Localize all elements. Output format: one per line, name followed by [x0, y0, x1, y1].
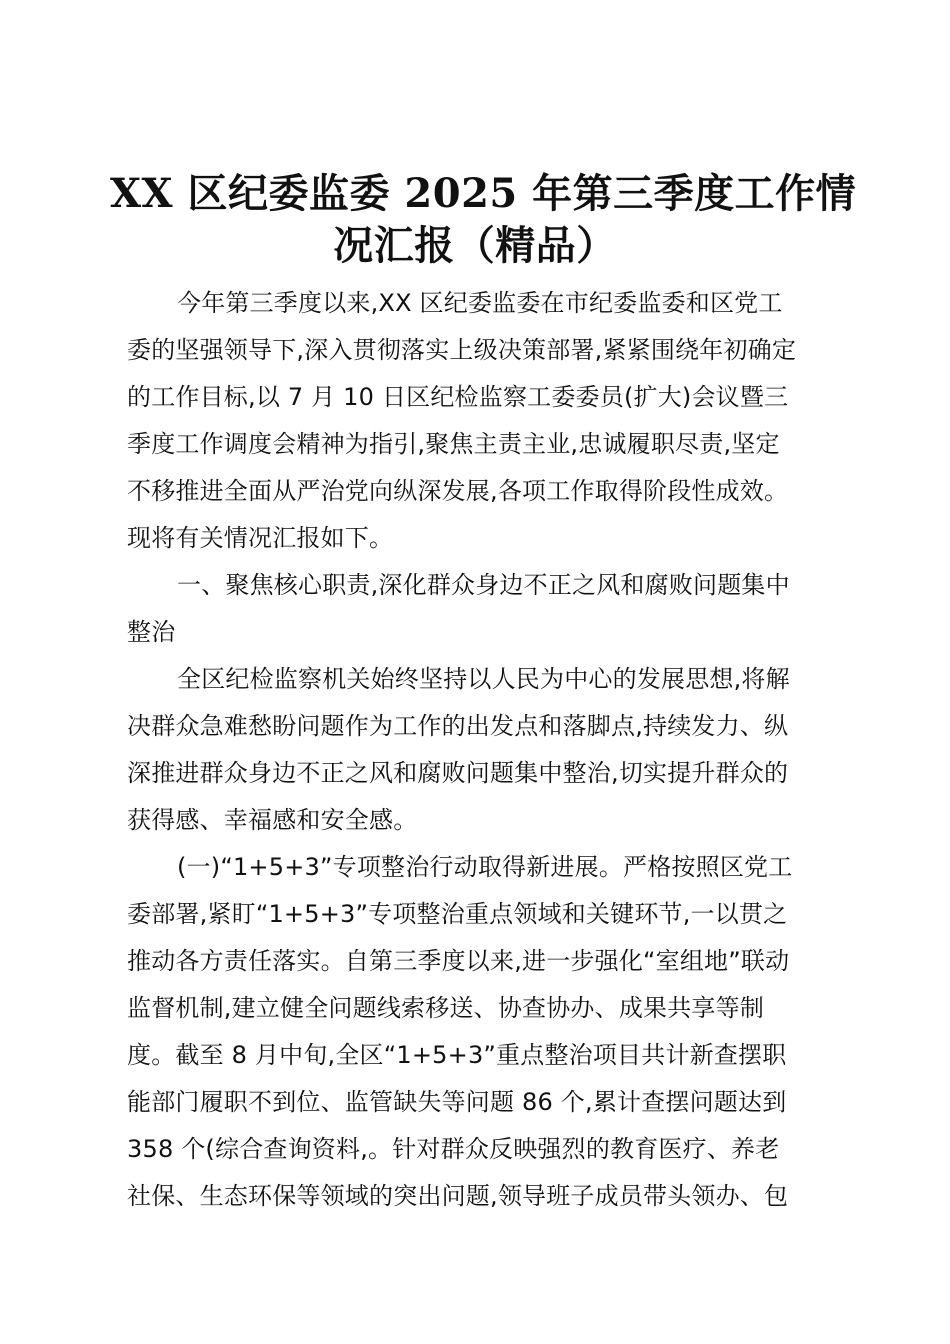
body-line: 社保、生态环保等领域的突出问题,领导班子成员带头领办、包: [127, 1182, 789, 1210]
body-line: 的工作目标,以 7 月 10 日区纪检监察工委委员(扩大)会议暨三: [127, 383, 789, 411]
title-line-2: 况汇报（精品）: [333, 222, 617, 269]
body-line: 今年第三季度以来,XX 区纪委监委在市纪委监委和区党工: [177, 289, 783, 317]
body-line: 推动各方责任落实。自第三季度以来,进一步强化“室组地”联动: [127, 947, 790, 975]
section-heading-line: 一、聚焦核心职责,深化群众身边不正之风和腐败问题集中: [177, 571, 790, 599]
body-line: 委部署,紧盯“1+5+3”专项整治重点领域和关键环节,一以贯之: [127, 900, 788, 928]
body-line: 度。截至 8 月中旬,全区“1+5+3”重点整治项目共计新查摆职: [127, 1041, 787, 1069]
title-line-1: XX 区纪委监委 2025 年第三季度工作情: [110, 170, 857, 217]
body-line: 监督机制,建立健全问题线索移送、协查协办、成果共享等制: [127, 994, 765, 1022]
body-line: 深推进群众身边不正之风和腐败问题集中整治,切实提升群众的: [127, 759, 789, 787]
body-line: 季度工作调度会精神为指引,聚焦主责主业,忠诚履职尽责,坚定: [127, 430, 780, 458]
body-line: 决群众急难愁盼问题作为工作的出发点和落脚点,持续发力、纵: [127, 712, 789, 740]
body-line: 不移推进全面从严治党向纵深发展,各项工作取得阶段性成效。: [127, 477, 789, 505]
body-line: 358 个(综合查询资料,。针对群众反映强烈的教育医疗、养老: [127, 1135, 780, 1163]
section-heading-line: 整治: [127, 618, 176, 646]
body-line: 获得感、幸福感和安全感。: [127, 806, 418, 834]
document-title: [110, 168, 857, 272]
subsection-line: (一)“1+5+3”专项整治行动取得新进展。严格按照区党工: [177, 853, 793, 881]
body-line: 现将有关情况汇报如下。: [127, 524, 394, 552]
body-line: 能部门履职不到位、监管缺失等问题 86 个,累计查摆问题达到: [127, 1088, 787, 1116]
document-body: [127, 280, 833, 1220]
body-line: 委的坚强领导下,深入贯彻落实上级决策部署,紧紧围绕年初确定: [127, 336, 797, 364]
body-line: 全区纪检监察机关始终坚持以人民为中心的发展思想,将解: [177, 665, 790, 693]
